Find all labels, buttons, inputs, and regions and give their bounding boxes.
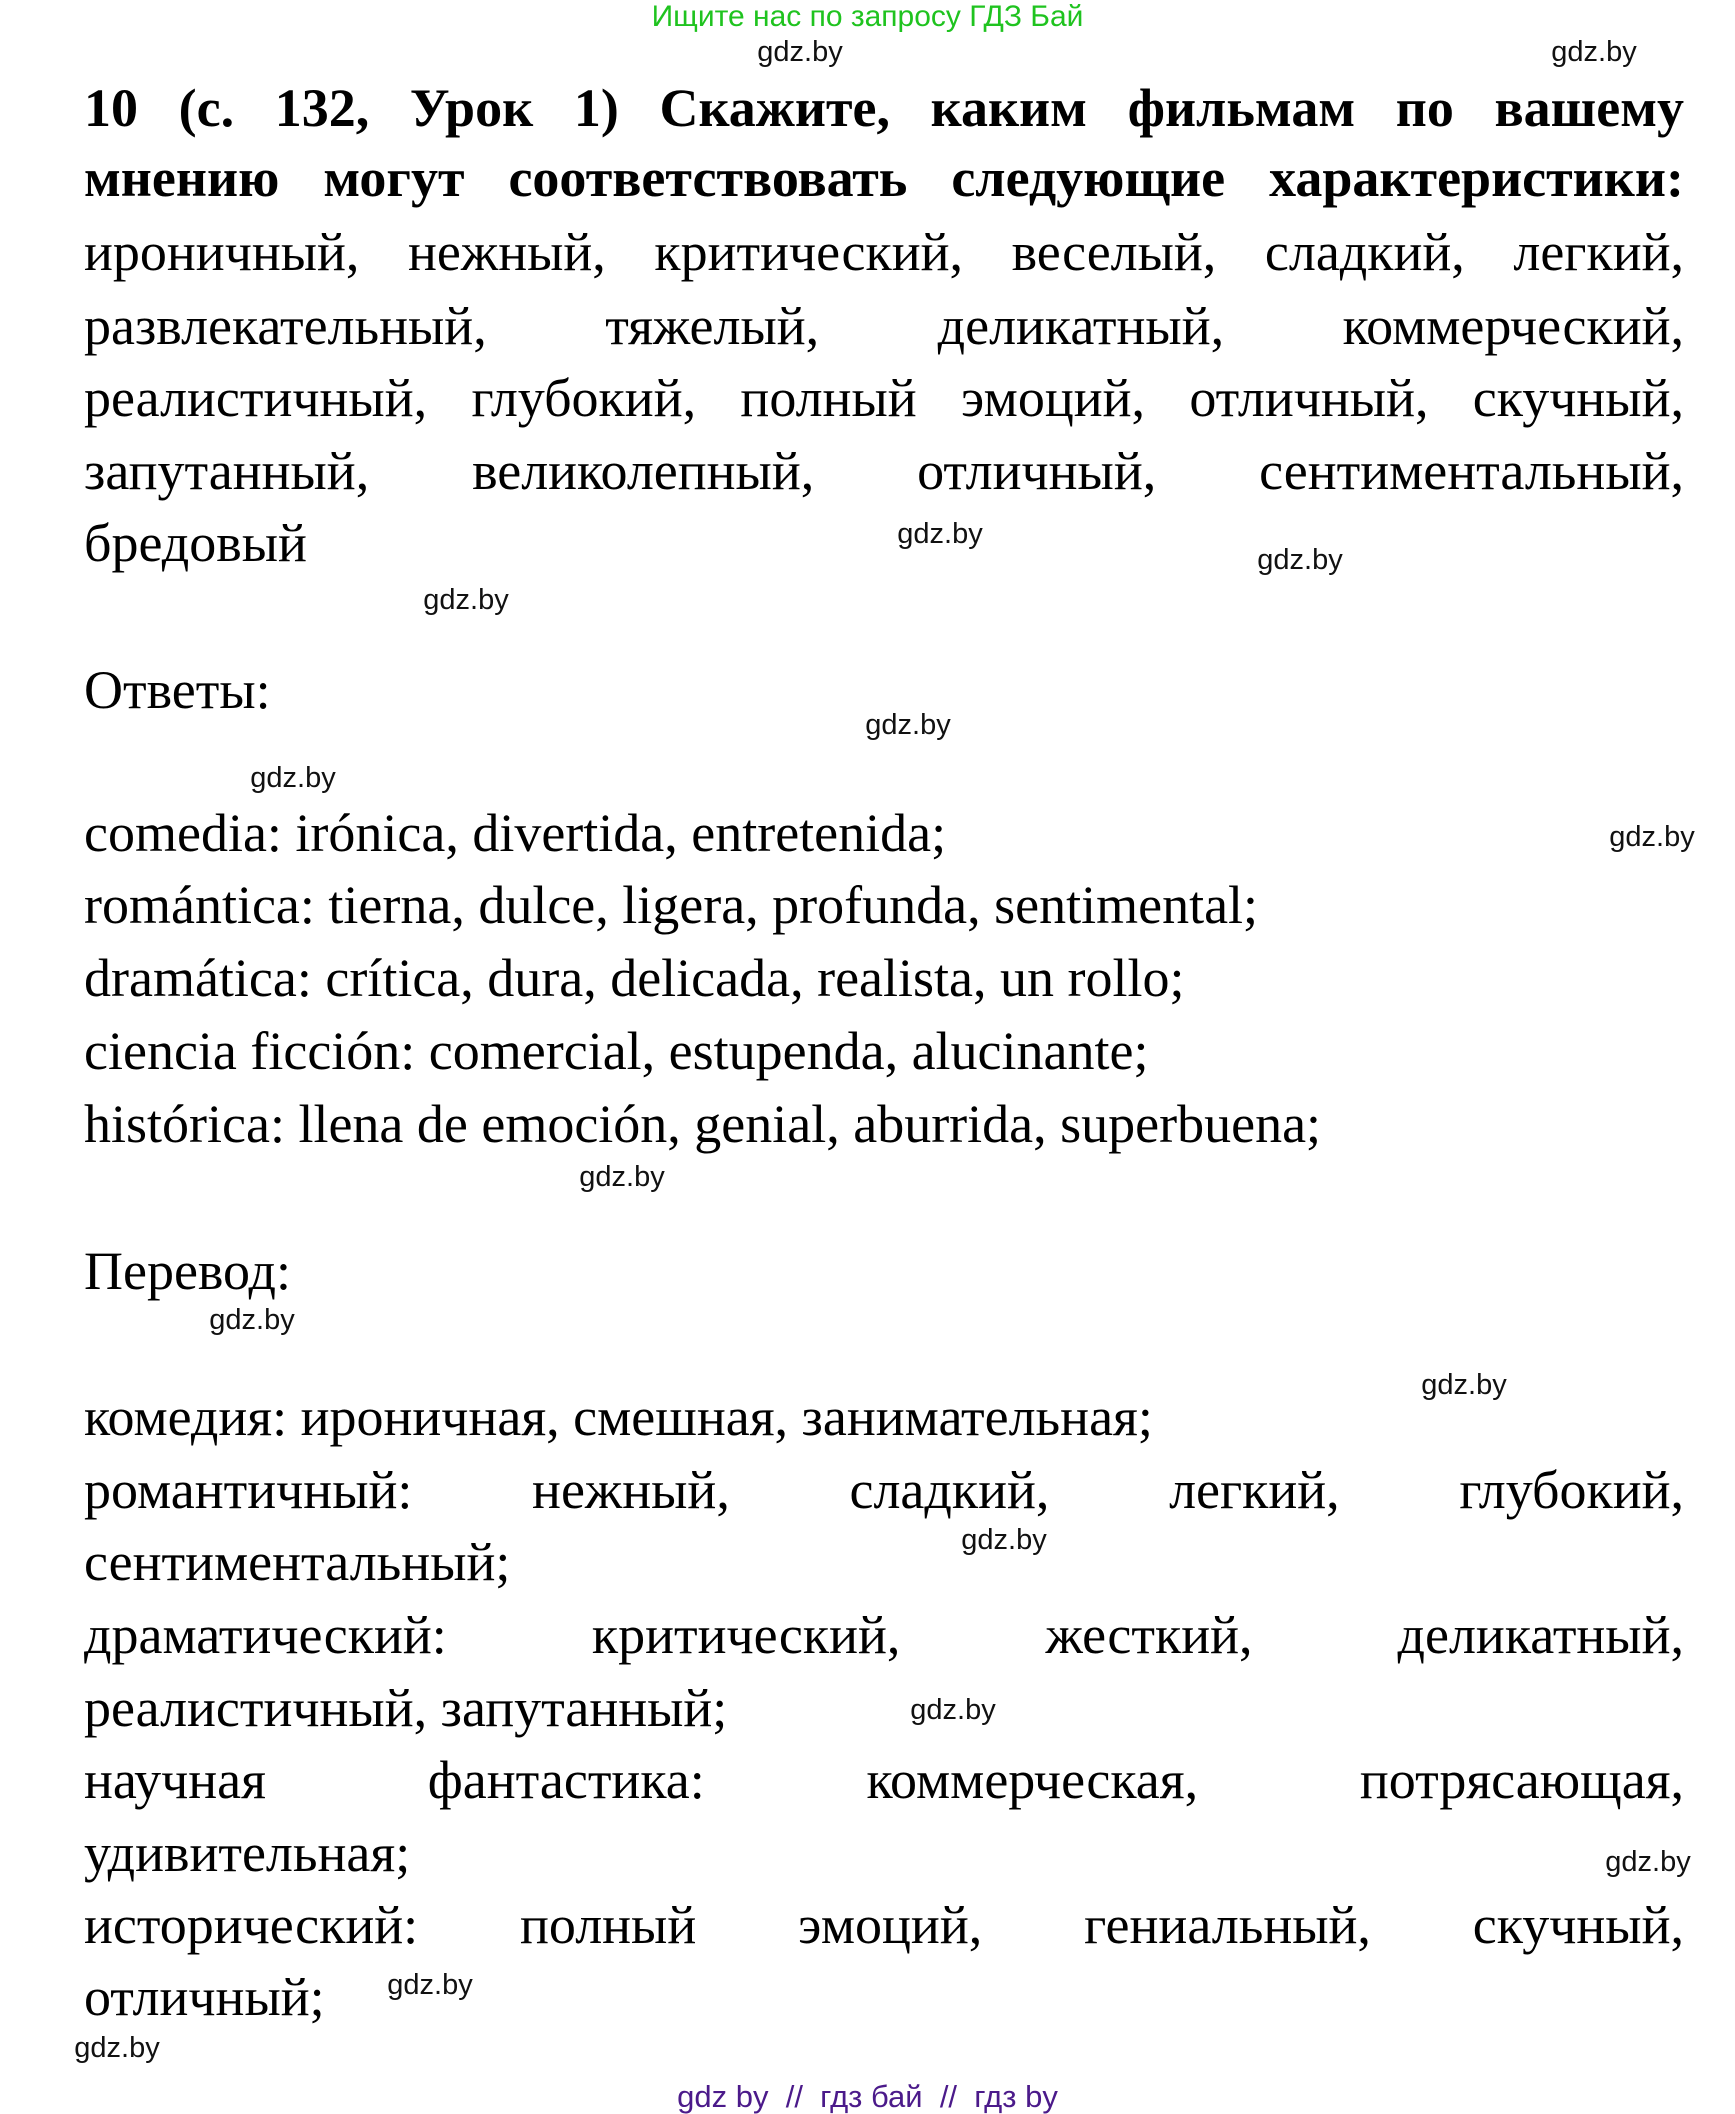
watermark: gdz.by — [1605, 1846, 1691, 1878]
watermark: gdz.by — [897, 518, 983, 550]
watermark: gdz.by — [757, 36, 843, 68]
answer-line: histórica: llena de emoción, genial, aburrida, superbuena; — [84, 1094, 1322, 1154]
translation-line: научная фантастика: коммерческая, потрясающая, — [84, 1750, 1684, 1810]
watermark: gdz.by — [865, 709, 951, 741]
answer-line: comedia: irónica, divertida, entretenida; — [84, 803, 947, 863]
answer-line: romántica: tierna, dulce, ligera, profunda, sentimental; — [84, 875, 1259, 935]
watermark: gdz.by — [1609, 821, 1695, 853]
answer-line: ciencia ficción: comercial, estupenda, alucinante; — [84, 1021, 1149, 1081]
answer-line: dramática: crítica, dura, delicada, realista, un rollo; — [84, 948, 1185, 1008]
translation-line: исторический: полный эмоций, гениальный, скучный, — [84, 1895, 1684, 1955]
translation-line: сентиментальный; — [84, 1532, 511, 1592]
translation-heading: Перевод: — [84, 1241, 291, 1301]
watermark: gdz.by — [1421, 1369, 1507, 1401]
watermark: gdz.by — [910, 1694, 996, 1726]
translation-line: реалистичный, запутанный; — [84, 1678, 728, 1738]
watermark: gdz.by — [579, 1161, 665, 1193]
task-line: ироничный, нежный, критический, веселый, сладкий, легкий, — [84, 222, 1684, 282]
translation-line: отличный; — [84, 1967, 325, 2027]
task-title-line: мнению могут соответствовать следующие характеристики: — [84, 148, 1684, 208]
watermark: gdz.by — [209, 1304, 295, 1336]
watermark: gdz.by — [250, 762, 336, 794]
task-line: бредовый — [84, 513, 307, 573]
answers-heading: Ответы: — [84, 660, 271, 720]
watermark: gdz.by — [74, 2032, 160, 2064]
search-banner: Ищите нас по запросу ГДЗ Бай — [651, 0, 1084, 33]
footer-watermark: gdz by // гдз бай // гдз by — [677, 2079, 1058, 2114]
task-line: запутанный, великолепный, отличный, сентиментальный, — [84, 441, 1684, 501]
task-line: развлекательный, тяжелый, деликатный, коммерческий, — [84, 296, 1684, 356]
translation-line: комедия: ироничная, смешная, занимательная; — [84, 1387, 1153, 1447]
task-line: реалистичный, глубокий, полный эмоций, отличный, скучный, — [84, 368, 1684, 428]
translation-line: романтичный: нежный, сладкий, легкий, глубокий, — [84, 1460, 1684, 1520]
watermark: gdz.by — [961, 1524, 1047, 1556]
translation-line: удивительная; — [84, 1823, 411, 1883]
task-title-line: 10 (с. 132, Урок 1) Скажите, каким фильмам по вашему — [84, 78, 1684, 138]
translation-line: драматический: критический, жесткий, деликатный, — [84, 1605, 1684, 1665]
watermark: gdz.by — [1257, 544, 1343, 576]
watermark: gdz.by — [1551, 36, 1637, 68]
watermark: gdz.by — [387, 1969, 473, 2001]
watermark: gdz.by — [423, 584, 509, 616]
